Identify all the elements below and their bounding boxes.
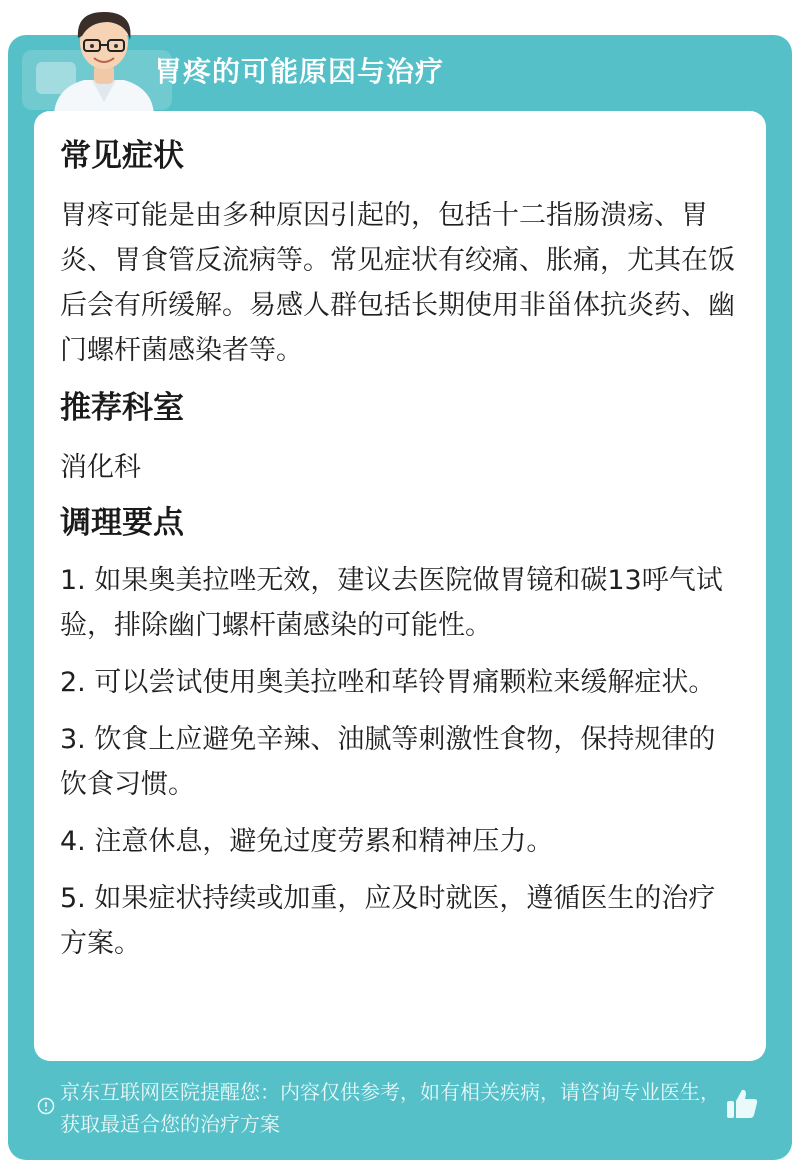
care-item: 5. 如果症状持续或加重，应及时就医，遵循医生的治疗方案。 [60, 883, 716, 959]
info-icon [37, 1097, 55, 1115]
department-heading: 推荐科室 [60, 390, 184, 426]
symptoms-text: 胃疼可能是由多种原因引起的，包括十二指肠溃疡、胃炎、胃食管反流病等。常见症状有绞痛、胀痛，尤其在饭后会有所缓解。易感人群包括长期使用非甾体抗炎药、幽门螺杆菌感染者等。 [60, 200, 735, 366]
content-card [34, 111, 766, 1061]
care-item: 1. 如果奥美拉唑无效，建议去医院做胃镜和碳13呼气试验，排除幽门螺杆菌感染的可能性。 [60, 565, 723, 641]
disclaimer-text: 京东互联网医院提醒您：内容仅供参考，如有相关疾病，请咨询专业医生，获取最适合您的治疗方案 [60, 1080, 720, 1136]
symptoms-heading: 常见症状 [60, 138, 184, 174]
department-text: 消化科 [60, 452, 141, 483]
care-item: 4. 注意休息，避免过度劳累和精神压力。 [60, 826, 554, 857]
page-title: 胃疼的可能原因与治疗 [154, 55, 445, 88]
doctor-avatar [46, 6, 162, 114]
care-item: 3. 饮食上应避免辛辣、油腻等刺激性食物，保持规律的饮食习惯。 [60, 724, 716, 800]
care-heading: 调理要点 [60, 505, 184, 541]
care-item: 2. 可以尝试使用奥美拉唑和荜铃胃痛颗粒来缓解症状。 [60, 667, 716, 698]
thumbs-up-icon[interactable] [724, 1086, 760, 1122]
care-list [60, 558, 740, 966]
